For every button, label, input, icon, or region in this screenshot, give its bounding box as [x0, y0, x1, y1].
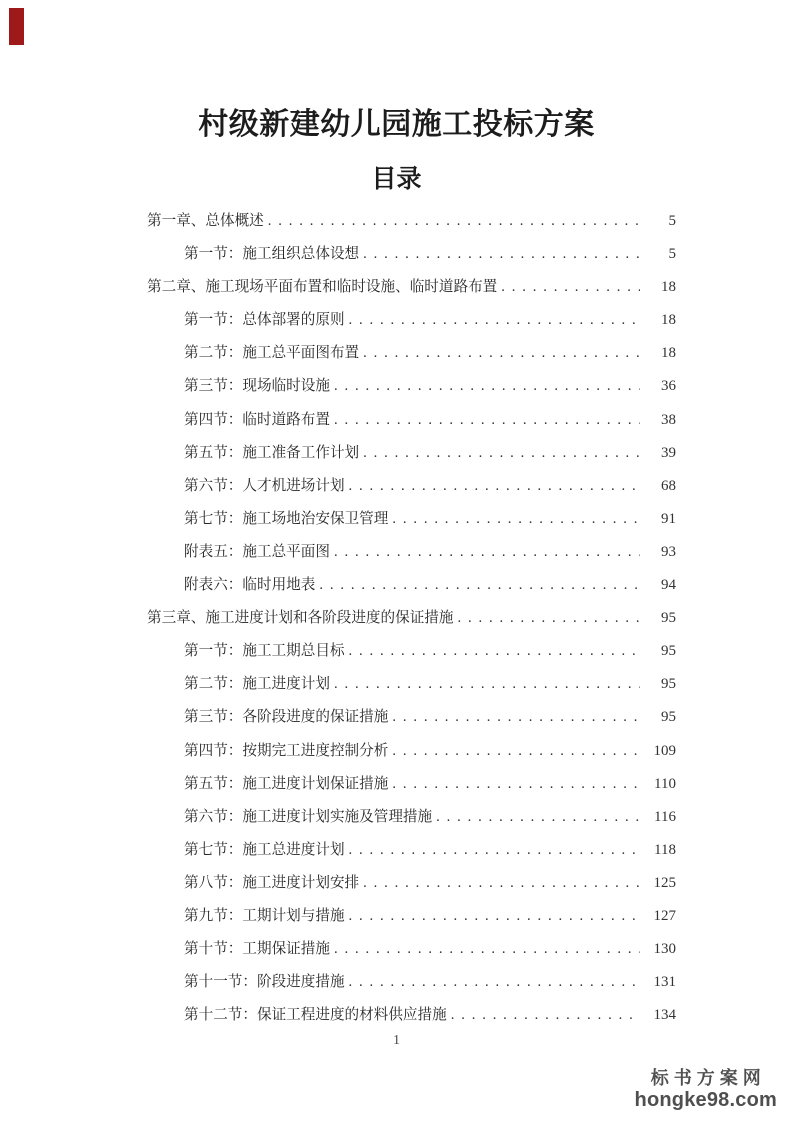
table-of-contents — [0, 205, 793, 1032]
toc-entry-label: 附表五：施工总平面图 — [184, 543, 330, 560]
toc-dot-leader — [349, 635, 640, 668]
toc-dot-leader — [334, 933, 640, 966]
toc-entry-label: 第三章、施工进度计划和各阶段进度的保证措施 — [147, 610, 454, 627]
toc-entry[interactable] — [0, 668, 793, 701]
toc-entry-label: 第二节：施工进度计划 — [184, 676, 330, 693]
toc-entry[interactable] — [0, 735, 793, 768]
toc-entry-page: 95 — [661, 610, 676, 627]
toc-entry[interactable] — [0, 569, 793, 602]
toc-entry-page: 127 — [653, 907, 676, 924]
toc-entry[interactable] — [0, 900, 793, 933]
toc-entry-label: 第一节：总体部署的原则 — [184, 312, 345, 329]
toc-entry[interactable] — [0, 404, 793, 437]
toc-entry[interactable] — [0, 470, 793, 503]
toc-entry[interactable] — [0, 966, 793, 999]
red-corner-mark — [9, 8, 24, 45]
toc-dot-leader — [451, 999, 640, 1032]
toc-entry[interactable] — [0, 503, 793, 536]
toc-entry-page: 38 — [661, 411, 676, 428]
toc-entry-page: 36 — [661, 378, 676, 395]
toc-entry[interactable] — [0, 602, 793, 635]
watermark-site-name: 标书方案网 — [650, 1068, 766, 1088]
toc-dot-leader — [501, 271, 640, 304]
toc-entry-page: 94 — [661, 577, 676, 594]
toc-entry-page: 125 — [653, 874, 676, 891]
toc-entry-page: 39 — [661, 444, 676, 461]
toc-entry-page: 130 — [653, 941, 676, 958]
toc-entry-page: 18 — [661, 279, 676, 296]
toc-entry[interactable] — [0, 304, 793, 337]
toc-entry[interactable] — [0, 933, 793, 966]
toc-dot-leader — [363, 337, 640, 370]
toc-dot-leader — [457, 602, 640, 635]
toc-entry[interactable] — [0, 635, 793, 668]
toc-dot-leader — [349, 470, 640, 503]
toc-entry-label: 第十节：工期保证措施 — [184, 941, 330, 958]
toc-entry-page: 116 — [654, 808, 676, 825]
toc-entry-page: 118 — [654, 841, 676, 858]
watermark — [635, 1068, 777, 1112]
toc-dot-leader — [392, 503, 640, 536]
toc-entry-page: 18 — [661, 345, 676, 362]
toc-dot-leader — [349, 966, 640, 999]
toc-dot-leader — [392, 768, 640, 801]
toc-entry-label: 第一章、总体概述 — [147, 213, 264, 229]
toc-entry[interactable] — [0, 337, 793, 370]
watermark-site-url: hongke98.com — [634, 1088, 777, 1111]
page-number: 1 — [393, 1033, 400, 1048]
toc-dot-leader — [334, 536, 640, 569]
toc-dot-leader — [334, 668, 640, 701]
toc-entry-page: 110 — [654, 775, 676, 792]
toc-dot-leader — [363, 437, 640, 470]
toc-dot-leader — [268, 205, 640, 238]
toc-entry-label: 第六节：施工进度计划实施及管理措施 — [184, 808, 433, 825]
toc-dot-leader — [334, 370, 640, 403]
toc-dot-leader — [436, 801, 640, 834]
toc-entry-label: 第五节：施工准备工作计划 — [184, 444, 360, 461]
document-title: 村级新建幼儿园施工投标方案 — [198, 108, 595, 141]
toc-entry-label: 第七节：施工场地治安保卫管理 — [184, 510, 389, 527]
toc-entry[interactable] — [0, 271, 793, 304]
toc-entry-page: 95 — [661, 676, 676, 693]
toc-entry-label: 第六节：人才机进场计划 — [184, 477, 345, 494]
toc-entry-label: 第二章、施工现场平面布置和临时设施、临时道路布置 — [147, 279, 498, 296]
toc-entry[interactable] — [0, 999, 793, 1032]
toc-entry-label: 第五节：施工进度计划保证措施 — [184, 775, 389, 792]
toc-dot-leader — [349, 900, 640, 933]
toc-entry-page: 134 — [653, 1007, 676, 1024]
toc-dot-leader — [392, 735, 640, 768]
toc-entry-label: 第一节：施工组织总体设想 — [184, 246, 360, 263]
toc-entry[interactable] — [0, 536, 793, 569]
toc-entry-page: 5 — [668, 213, 676, 229]
toc-entry-page: 109 — [653, 742, 676, 759]
toc-dot-leader — [319, 569, 640, 602]
toc-entry-label: 附表六：临时用地表 — [184, 577, 316, 594]
toc-entry-page: 18 — [661, 312, 676, 329]
toc-entry-page: 131 — [653, 974, 676, 991]
toc-dot-leader — [392, 701, 640, 734]
toc-entry-label: 第四节：临时道路布置 — [184, 411, 330, 428]
toc-entry-label: 第十一节：阶段进度措施 — [184, 974, 345, 991]
toc-entry-page: 5 — [668, 246, 676, 263]
toc-entry-label: 第四节：按期完工进度控制分析 — [184, 742, 389, 759]
toc-entry[interactable] — [0, 768, 793, 801]
toc-entry[interactable] — [0, 801, 793, 834]
toc-entry-page: 95 — [661, 709, 676, 726]
toc-entry-page: 91 — [661, 510, 676, 527]
toc-entry[interactable] — [0, 437, 793, 470]
toc-entry[interactable] — [0, 834, 793, 867]
toc-entry-label: 第七节：施工总进度计划 — [184, 841, 345, 858]
toc-entry-label: 第一节：施工工期总目标 — [184, 643, 345, 660]
toc-entry[interactable] — [0, 238, 793, 271]
toc-entry-label: 第八节：施工进度计划安排 — [184, 874, 360, 891]
toc-entry-page: 95 — [661, 643, 676, 660]
toc-entry-label: 第十二节：保证工程进度的材料供应措施 — [184, 1007, 447, 1024]
toc-dot-leader — [349, 834, 640, 867]
toc-entry[interactable] — [0, 867, 793, 900]
toc-dot-leader — [363, 867, 640, 900]
toc-dot-leader — [349, 304, 640, 337]
toc-entry[interactable] — [0, 370, 793, 403]
toc-entry-label: 第九节：工期计划与措施 — [184, 907, 345, 924]
toc-heading: 目录 — [371, 166, 422, 193]
toc-entry-page: 93 — [661, 543, 676, 560]
toc-dot-leader — [334, 404, 640, 437]
toc-entry-label: 第三节：各阶段进度的保证措施 — [184, 709, 389, 726]
toc-dot-leader — [363, 238, 640, 271]
toc-entry[interactable] — [0, 701, 793, 734]
toc-entry-page: 68 — [661, 477, 676, 494]
toc-entry[interactable] — [0, 205, 793, 238]
toc-entry-label: 第三节：现场临时设施 — [184, 378, 330, 395]
toc-entry-label: 第二节：施工总平面图布置 — [184, 345, 360, 362]
